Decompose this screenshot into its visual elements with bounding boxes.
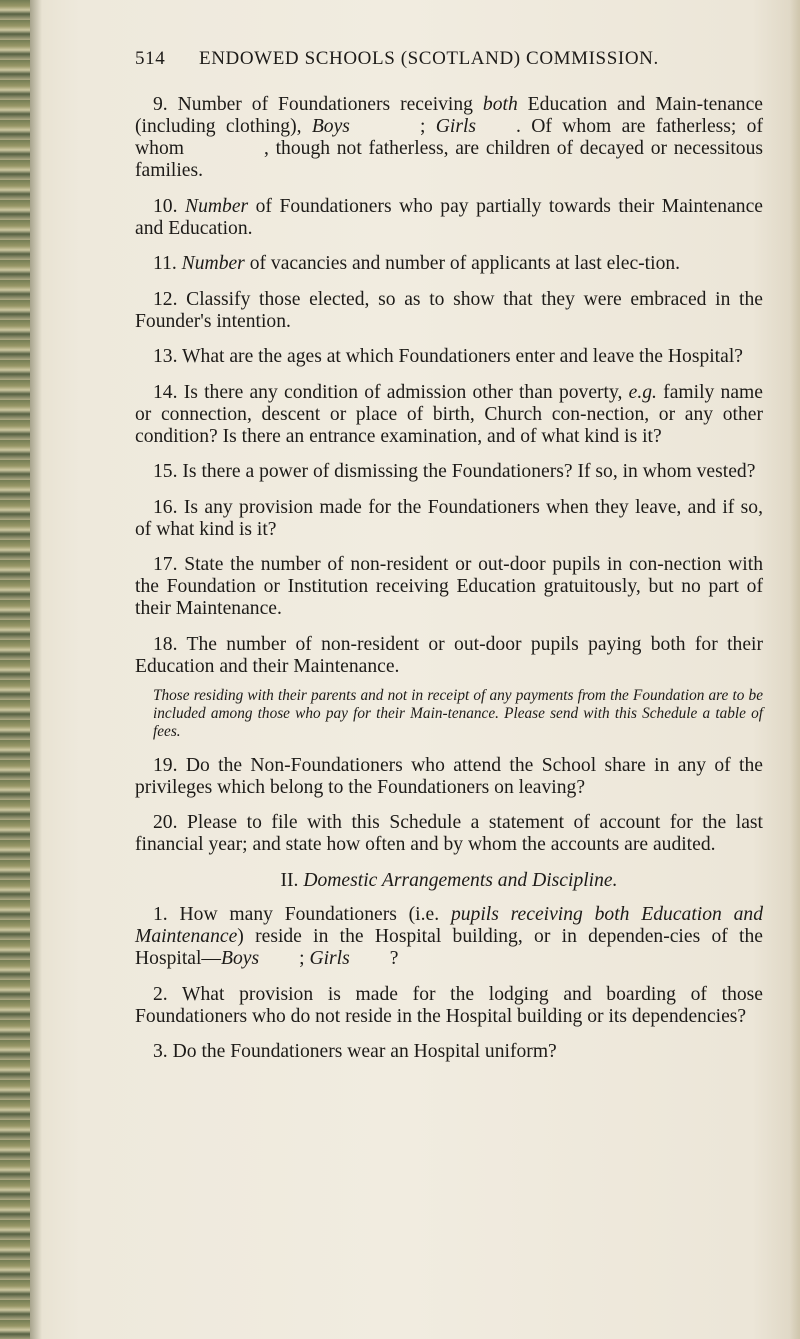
question-10: 10. Number of Foundationers who pay partially towards their Maintenance and Education.	[135, 195, 763, 239]
header-title: ENDOWED SCHOOLS (SCOTLAND) COMMISSION.	[199, 48, 659, 69]
page-body	[135, 94, 763, 1077]
binding-shadow	[30, 0, 42, 1339]
section-heading: II. Domestic Arrangements and Discipline.	[280, 870, 618, 891]
question-18-note: Those residing with their parents and not in receipt of any payments from the Foundation are to be included among those who pay for their Main-tenance. Please send with this Schedule a table of fees.	[153, 687, 763, 740]
section2-question-2: 2. What provision is made for the lodging and boarding of those Foundationers who do not reside in the Hospital building or its dependencies?	[135, 983, 763, 1027]
page-edge	[790, 0, 800, 1339]
question-19: 19. Do the Non-Foundationers who attend the School share in any of the privileges which belong to the Foundationers on leaving?	[135, 754, 763, 798]
question-13: 13. What are the ages at which Foundationers enter and leave the Hospital?	[153, 346, 743, 367]
section2-question-1: 1. How many Foundationers (i.e. pupils receiving both Education and Maintenance) reside in the Hospital building, or in dependen-cies of the Hospital—Boys ; Girls ?	[135, 904, 763, 969]
question-20: 20. Please to file with this Schedule a statement of account for the last financial year; and state how often and by whom the accounts are audited.	[135, 812, 763, 855]
running-header	[135, 48, 755, 70]
question-18: 18. The number of non-resident or out-door pupils paying both for their Education and their Maintenance.	[135, 633, 763, 677]
question-11: 11. Number of vacancies and number of applicants at last elec-tion.	[153, 253, 681, 274]
page-number: 514	[135, 48, 166, 69]
question-14: 14. Is there any condition of admission other than poverty, e.g. family name or connection, descent or place of birth, Church con-nection, or any other condition? Is there an entrance examination, and of what kind is it?	[135, 381, 763, 447]
question-12: 12. Classify those elected, so as to show that they were embraced in the Founder's intention.	[135, 288, 763, 332]
question-9: 9. Number of Foundationers receiving both Education and Main-tenance (including clothing), Boys ; Girls . Of whom are fatherless; of whom , though not fatherless, are children of decayed or necessitous families.	[135, 94, 763, 181]
section2-question-3: 3. Do the Foundationers wear an Hospital uniform?	[153, 1041, 557, 1062]
binding-edge	[0, 0, 30, 1339]
question-15: 15. Is there a power of dismissing the Foundationers? If so, in whom vested?	[153, 461, 756, 482]
question-16: 16. Is any provision made for the Foundationers when they leave, and if so, of what kind is it?	[135, 496, 763, 540]
question-17: 17. State the number of non-resident or out-door pupils in con-nection with the Foundation or Institution receiving Education gratuitously, but no part of their Maintenance.	[135, 554, 763, 619]
